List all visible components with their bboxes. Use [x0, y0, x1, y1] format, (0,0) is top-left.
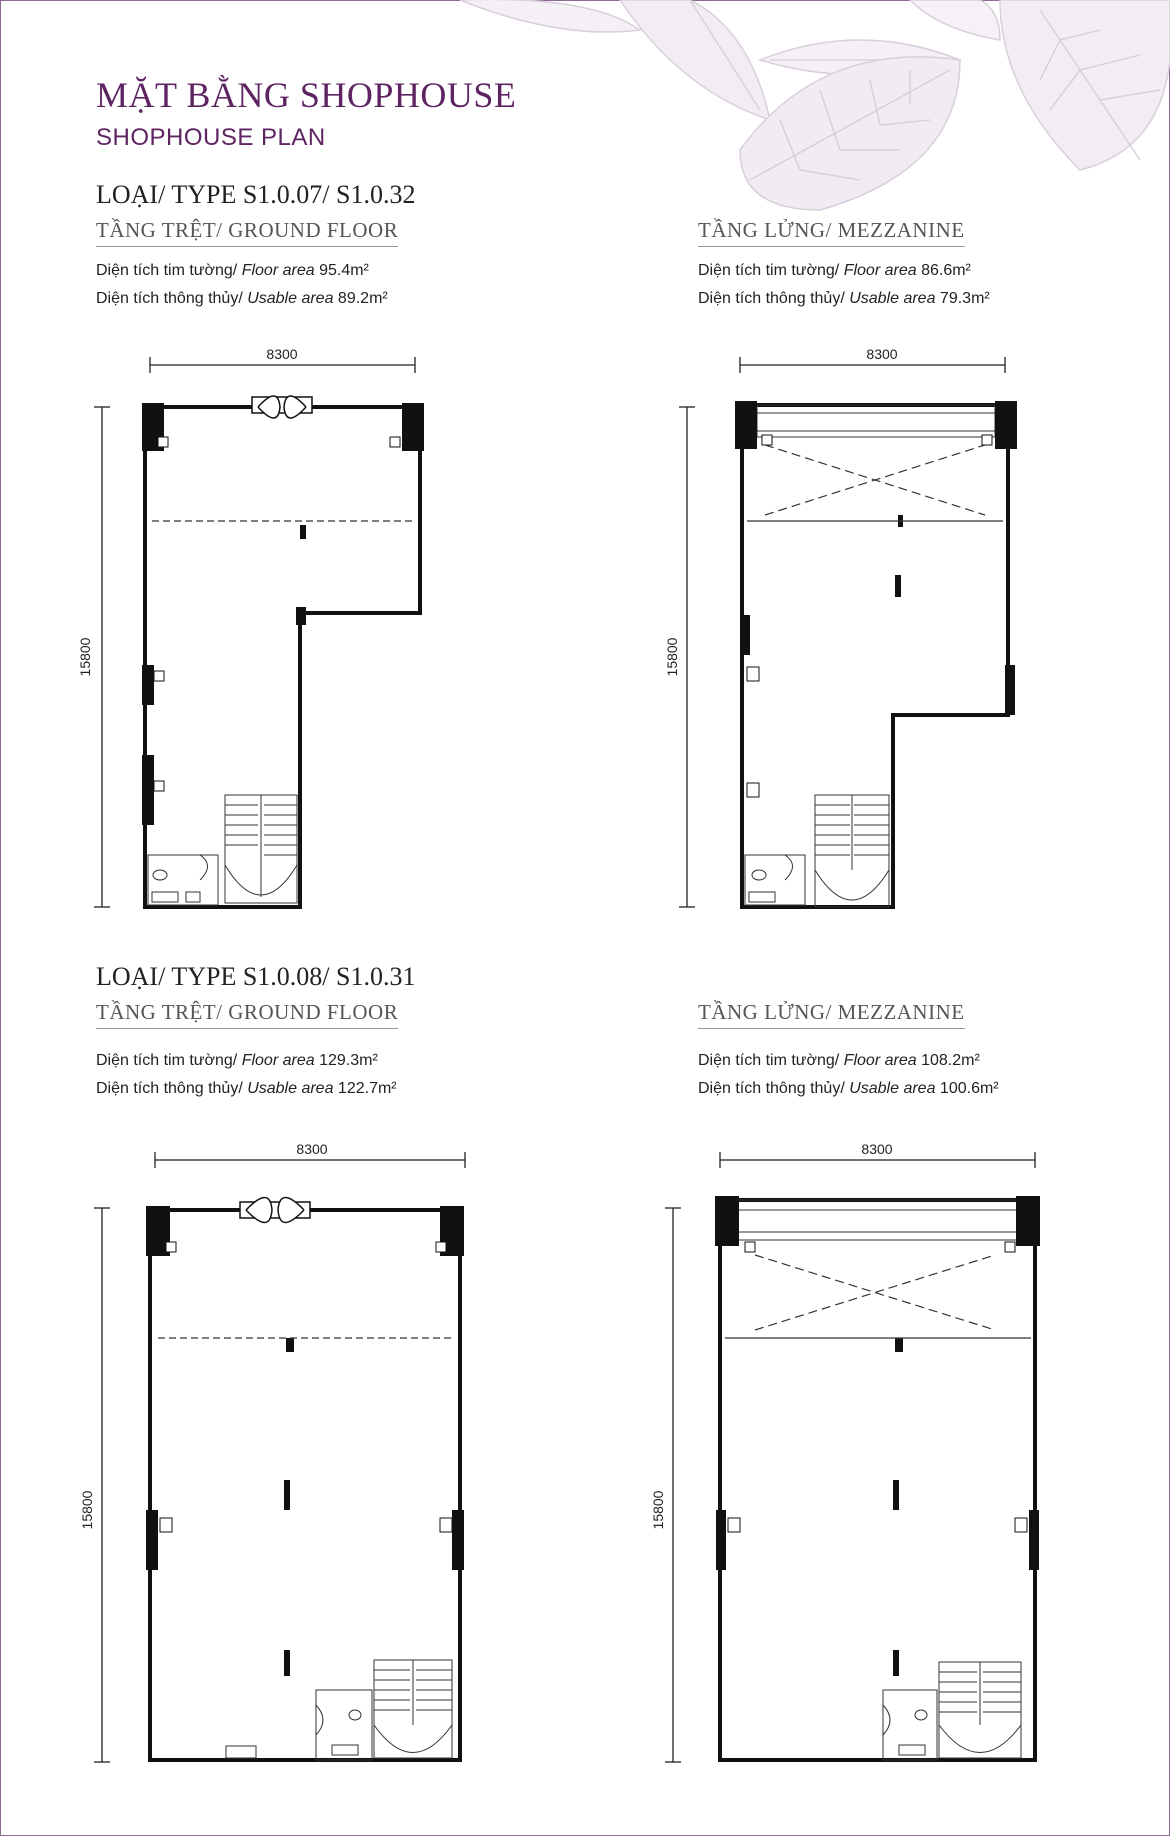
type-title-1: LOẠI/ TYPE S1.0.07/ S1.0.32 — [96, 180, 416, 209]
decorative-leaves — [440, 0, 1170, 230]
page-title: MẶT BẰNG SHOPHOUSE — [96, 75, 517, 115]
depth-dimension: 15800 — [77, 637, 93, 677]
mezzanine-usable-area-1: Diện tích thông thủy/ Usable area 79.3m² — [698, 290, 990, 307]
ground-floor-plan-1 — [77, 335, 450, 915]
page-subtitle: SHOPHOUSE PLAN — [96, 124, 326, 151]
depth-dimension: 15800 — [650, 1490, 666, 1530]
ground-floor-plan-2 — [79, 1140, 490, 1810]
width-dimension: 8300 — [861, 1141, 893, 1157]
ground-floor-label-2: TẦNG TRỆT/ GROUND FLOOR — [96, 1000, 398, 1029]
mezzanine-plan-2 — [650, 1140, 1055, 1810]
mezzanine-floor-area-2: Diện tích tim tường/ Floor area 108.2m² — [698, 1052, 980, 1069]
ground-usable-area-2: Diện tích thông thủy/ Usable area 122.7m² — [96, 1080, 397, 1097]
mezzanine-label-2: TẦNG LỬNG/ MEZZANINE — [698, 1000, 965, 1029]
mezzanine-plan-1 — [665, 335, 1025, 915]
ground-floor-area-2: Diện tích tim tường/ Floor area 129.3m² — [96, 1052, 378, 1069]
depth-dimension: 15800 — [664, 637, 680, 677]
width-dimension: 8300 — [266, 346, 298, 362]
mezzanine-floor-area-1: Diện tích tim tường/ Floor area 86.6m² — [698, 262, 971, 279]
ground-floor-area-1: Diện tích tim tường/ Floor area 95.4m² — [96, 262, 369, 279]
depth-dimension: 15800 — [79, 1490, 95, 1530]
ground-floor-label-1: TẦNG TRỆT/ GROUND FLOOR — [96, 218, 398, 247]
type-title-2: LOẠI/ TYPE S1.0.08/ S1.0.31 — [96, 962, 416, 991]
width-dimension: 8300 — [296, 1141, 328, 1157]
mezzanine-label-1: TẦNG LỬNG/ MEZZANINE — [698, 218, 965, 247]
mezzanine-usable-area-2: Diện tích thông thủy/ Usable area 100.6m² — [698, 1080, 999, 1097]
ground-usable-area-1: Diện tích thông thủy/ Usable area 89.2m² — [96, 290, 388, 307]
width-dimension: 8300 — [866, 346, 898, 362]
